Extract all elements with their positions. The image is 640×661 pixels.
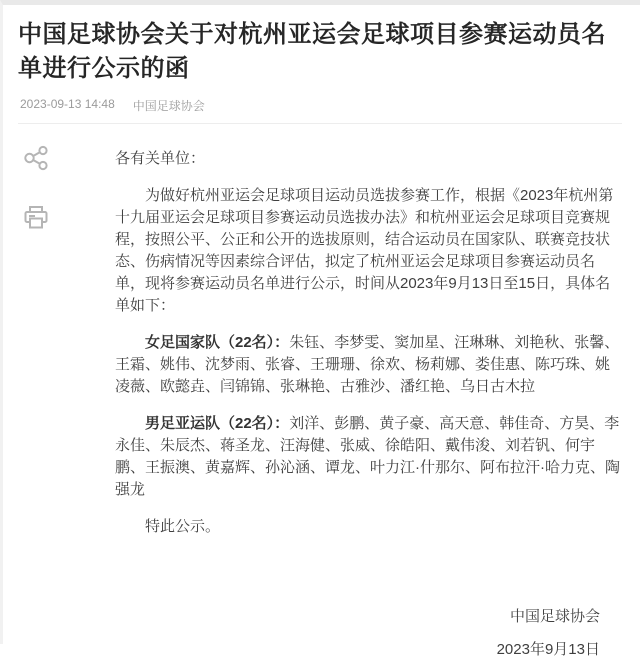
article-meta (18, 97, 622, 114)
tool-rail (20, 142, 52, 234)
mens-team-names: 刘洋、彭鹏、黄子豪、高天意、韩佳奇、方昊、李永佳、朱辰杰、蒋圣龙、汪海健、张威、徐皓阳、戴伟浚、刘若钒、何宇鹏、王振澳、黄嘉辉、孙沁涵、谭龙、叶力江·什那尔、阿布拉汗·哈力克、陶强龙 (115, 415, 620, 498)
print-button[interactable] (20, 202, 52, 234)
closing-statement: 特此公示。 (145, 518, 221, 535)
publish-source: 中国足球协会 (132, 99, 205, 113)
share-button[interactable] (20, 142, 52, 174)
article-body (3, 124, 640, 661)
womens-team-paragraph (115, 332, 622, 398)
signature-date: 2023年9月13日 (496, 641, 600, 658)
mens-team-label: 男足亚运队（22名）： (145, 415, 290, 432)
womens-team-label: 女足国家队（22名）： (145, 334, 290, 351)
womens-team-names: 朱钰、李梦雯、窦加星、汪琳琳、刘艳秋、张馨、王霜、姚伟、沈梦雨、张睿、王珊珊、徐欢、杨莉娜、娄佳惠、陈巧珠、姚凌薇、欧懿垚、闫锦锦、张琳艳、古雅沙、潘红艳、乌日古木拉 (115, 334, 620, 395)
salutation: 各有关单位： (115, 150, 206, 167)
print-icon (22, 204, 50, 232)
signature-block (115, 606, 622, 661)
intro-paragraph: 为做好杭州亚运会足球项目运动员选拔参赛工作，根据《2023年杭州第十九届亚运会足球项目参赛运动员选拔办法》和杭州亚运会足球项目竞赛规程，按照公平、公正和公开的选拔原则，结合运动员在国家队、联赛竞技状态、伤病情况等因素综合评估，拟定了杭州亚运会足球项目参赛运动员名单，现将参赛运动员名单进行公示，时间从2023年9月13日至15日，具体名单如下： (115, 187, 614, 314)
article-header (3, 5, 640, 124)
publish-datetime: 2023-09-13 14:48 (20, 97, 115, 111)
share-icon (22, 144, 50, 172)
page-title: 中国足球协会关于对杭州亚运会足球项目参赛运动员名单进行公示的函 (18, 21, 606, 82)
mens-team-paragraph (115, 413, 622, 501)
signature-org: 中国足球协会 (509, 608, 600, 625)
